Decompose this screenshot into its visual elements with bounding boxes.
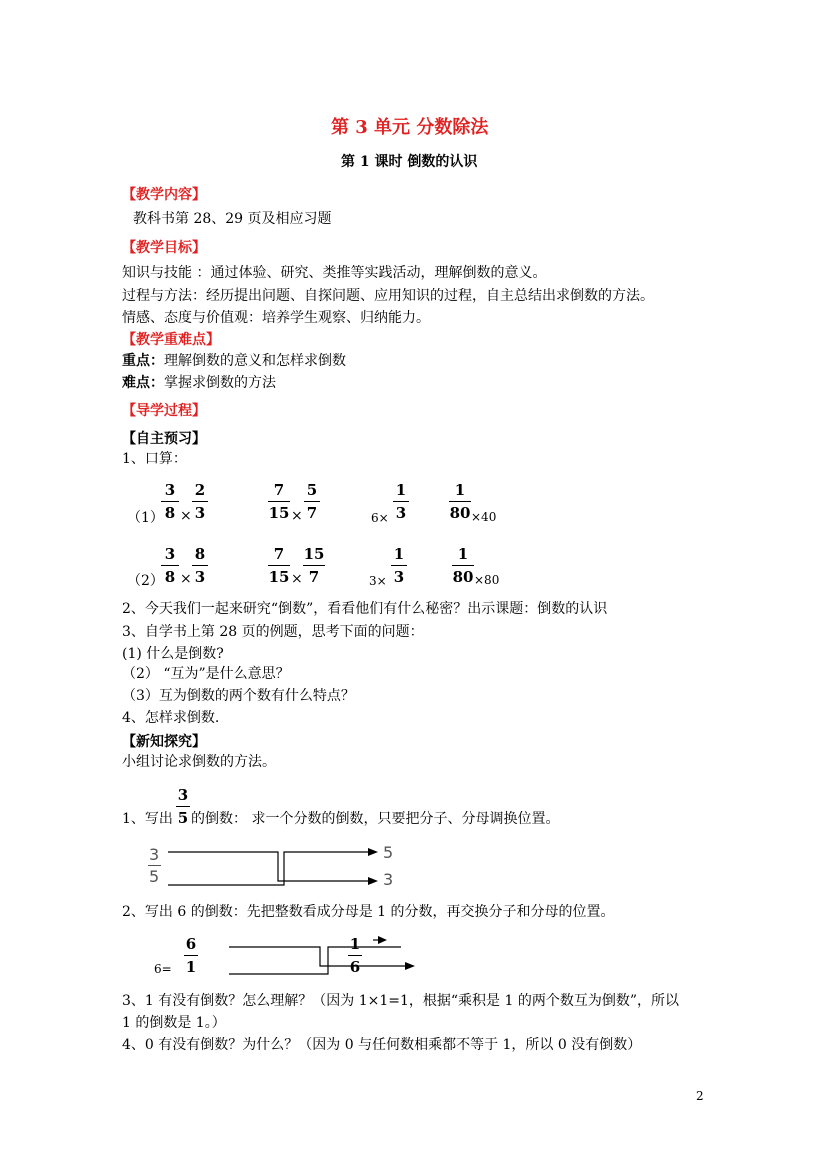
times-sign: ×: [180, 508, 192, 524]
example-4: 4、0 有没有倒数？为什么？（因为 0 与任何数相乘都不等于 1，所以 0 没有倒数）: [122, 1037, 642, 1053]
row-2-label: （2）: [127, 573, 164, 589]
fraction: 1 3: [391, 545, 407, 586]
oral-calc-label: 1、口算：: [122, 451, 187, 467]
fraction: 7 15: [268, 545, 290, 586]
fraction: 6 1: [185, 935, 197, 976]
question-3-2: （2） “互为”是什么意思？: [122, 666, 290, 682]
fraction: 1 3: [393, 481, 409, 522]
section-heading-goals: 【教学目标】: [122, 240, 206, 256]
fraction: 3 8: [161, 545, 179, 586]
difficulty-label: 难点：: [122, 375, 164, 391]
times-sign: ×: [291, 571, 303, 587]
key-text: 理解倒数的意义和怎样求倒数: [164, 353, 346, 369]
diagram-1-left-numerator: 3: [149, 845, 160, 864]
fraction: 1 6: [349, 935, 361, 976]
key-point: [122, 352, 346, 370]
times-sign: ×: [291, 508, 303, 524]
section-heading-preview: 【自主预习】: [122, 431, 206, 447]
fraction: 8 3: [192, 545, 208, 586]
diagram-2-arrows: [225, 930, 420, 978]
example-3-line-1: 3、1 有没有倒数？怎么理解？（因为 1×1=1，根据“乘积是 1 的两个数互为倒数”，所以: [122, 993, 680, 1009]
fraction: 3 8: [161, 481, 179, 522]
prefix-operand: 6×: [371, 511, 389, 525]
fraction: 5 7: [304, 481, 320, 522]
goal-1: 知识与技能 ：通过体验、研究、类推等实践活动，理解倒数的意义。: [122, 265, 547, 281]
question-3-3: （3）互为倒数的两个数有什么特点？: [122, 688, 355, 704]
goal-3: 情感、态度与价值观：培养学生观察、归纳能力。: [122, 310, 430, 326]
fraction: 15 7: [303, 545, 325, 586]
difficulty-text: 掌握求倒数的方法: [164, 375, 276, 391]
six-equals: 6=: [154, 962, 172, 976]
fraction: 1 80: [452, 545, 474, 586]
fraction: 7 15: [268, 481, 290, 522]
suffix-operand: ×40: [471, 510, 497, 524]
fraction: 1 80: [449, 481, 471, 522]
goal-2: 过程与方法：经历提出问题、自探问题、应用知识的过程，自主总结出求倒数的方法。: [122, 288, 654, 304]
explore-text: 小组讨论求倒数的方法。: [122, 754, 276, 770]
content-text: 教科书第 28、29 页及相应习题: [133, 211, 332, 227]
section-heading-guide: 【导学过程】: [122, 403, 206, 419]
key-label: 重点：: [122, 353, 164, 369]
section-heading-key-points: 【教学重难点】: [122, 332, 220, 348]
row-1-label: （1）: [127, 510, 164, 526]
fraction: 2 3: [192, 481, 208, 522]
diagram-1-right-top: 5: [383, 843, 394, 862]
page-title: 第 3 单元 分数除法: [331, 117, 489, 138]
prefix-operand: 3×: [369, 574, 387, 588]
suffix-operand: ×80: [474, 573, 500, 587]
section-heading-content: 【教学内容】: [122, 187, 206, 203]
section-heading-explore: 【新知探究】: [122, 734, 206, 750]
example-1-prefix: 1、写出: [122, 811, 173, 827]
example-2-text: 2、写出 6 的倒数：先把整数看成分母是 1 的分数，再交换分子和分母的位置。: [122, 904, 615, 920]
question-3: 3、自学书上第 28 页的例题，思考下面的问题：: [122, 624, 424, 640]
page-number: 2: [696, 1089, 704, 1103]
question-3-1: (1) 什么是倒数?: [122, 646, 224, 662]
diagram-1-right-bottom: 3: [383, 870, 394, 889]
difficulty-point: [122, 374, 276, 392]
question-2: 2、今天我们一起来研究“倒数”，看看他们有什么秘密？出示课题：倒数的认识: [122, 601, 608, 617]
example-3-line-2: 1 的倒数是 1。）: [122, 1015, 226, 1031]
fraction: 3 5: [177, 786, 189, 827]
question-4: 4、怎样求倒数.: [122, 710, 220, 726]
example-1-text: 的倒数： 求一个分数的倒数，只要把分子、分母调换位置。: [191, 811, 560, 827]
times-sign: ×: [180, 571, 192, 587]
diagram-1-arrows: [160, 845, 390, 890]
diagram-1-left-denominator: 5: [149, 867, 160, 886]
lesson-subtitle: 第 1 课时 倒数的认识: [341, 154, 478, 170]
